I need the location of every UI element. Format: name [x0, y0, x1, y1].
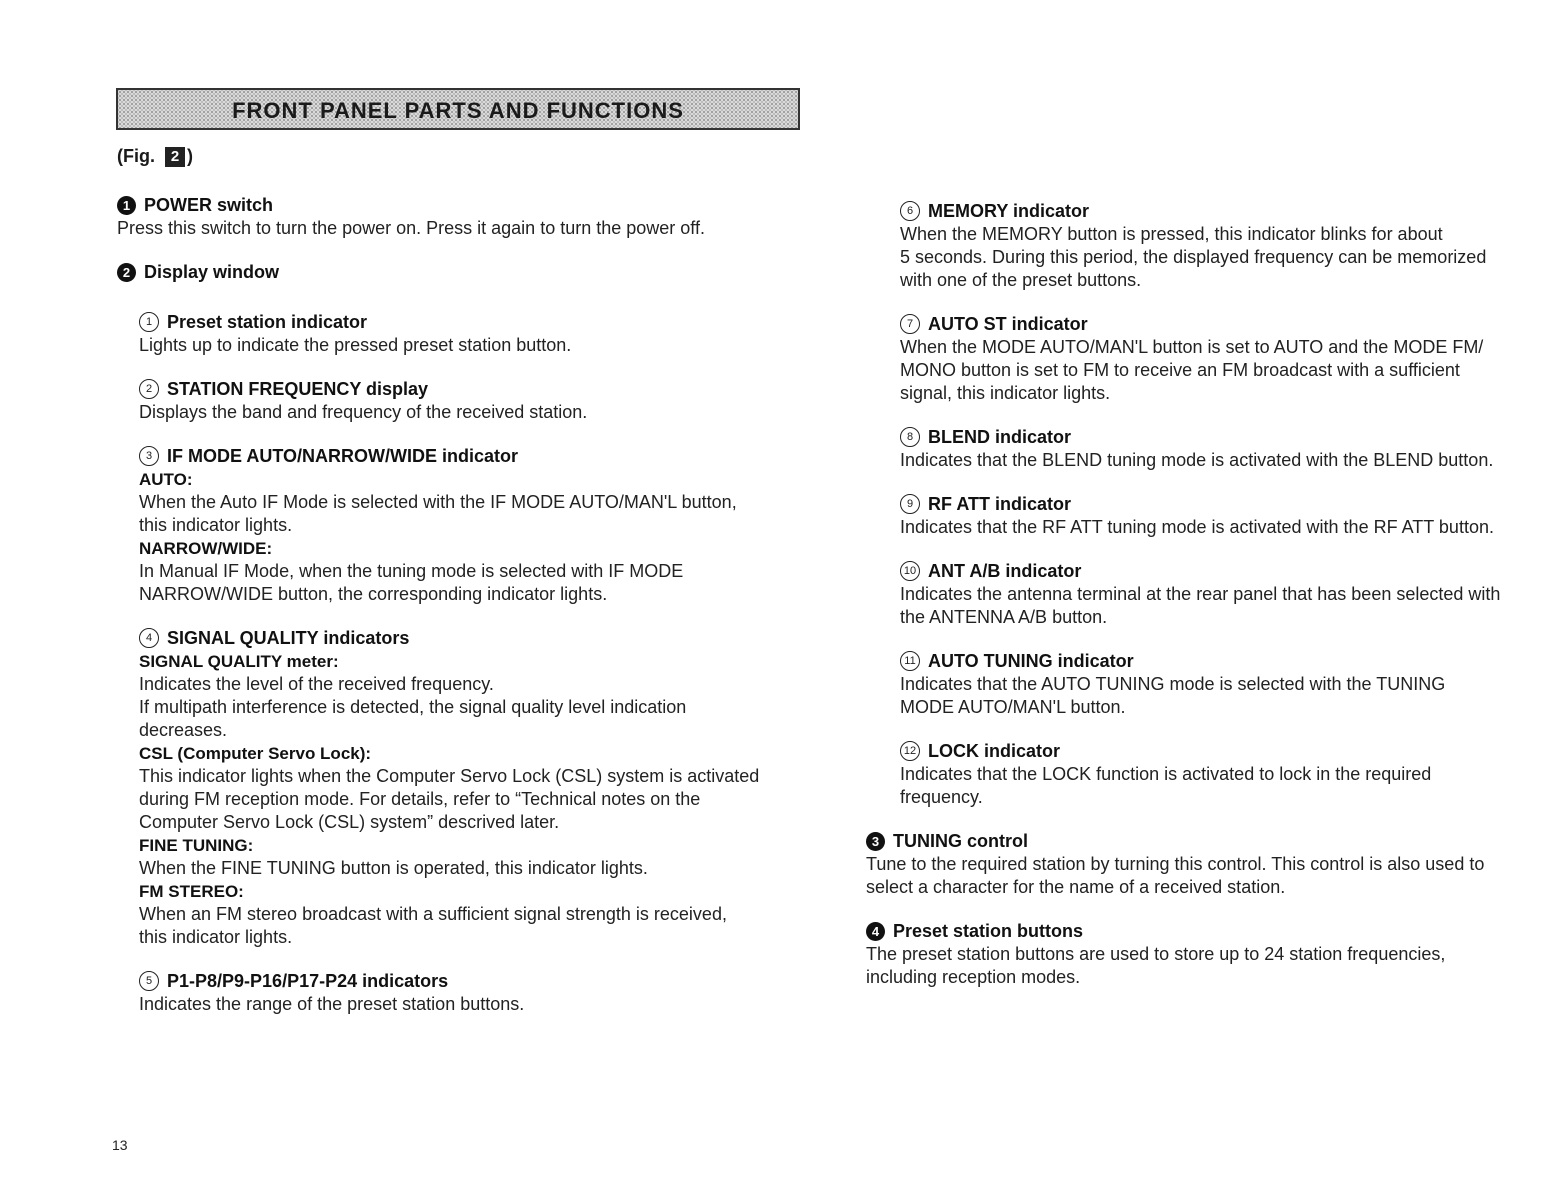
sub-body: When the FINE TUNING button is operated, this indicator lights.	[139, 858, 648, 878]
item-signal-quality-indicators	[139, 626, 817, 949]
item-body: Indicates that the AUTO TUNING mode is selected with the TUNING MODE AUTO/MAN'L button.	[900, 674, 1446, 717]
section-banner	[116, 88, 800, 130]
section-title: FRONT PANEL PARTS AND FUNCTIONS	[232, 98, 684, 123]
item-number-circled: 11	[900, 651, 920, 671]
sub-body: This indicator lights when the Computer Servo Lock (CSL) system is activated during FM reception mode. For details, refer to “Technical notes on the Computer Servo Lock (CSL) system” descrived later.	[139, 766, 760, 832]
fig-prefix: (Fig.	[117, 146, 155, 166]
sub-body: When an FM stereo broadcast with a sufficient signal strength is received, this indicator lights.	[139, 904, 727, 947]
item-rf-att-indicator	[900, 492, 1556, 539]
item-ant-ab-indicator	[900, 559, 1556, 629]
item-if-mode-indicator	[139, 444, 817, 606]
item-lock-indicator	[900, 739, 1556, 809]
item-title: IF MODE AUTO/NARROW/WIDE indicator	[167, 446, 518, 466]
sub-body: Indicates the level of the received frequency. If multipath interference is detected, the signal quality level indication decreases.	[139, 674, 687, 740]
item-title: LOCK indicator	[928, 741, 1061, 761]
item-power-switch	[117, 193, 817, 240]
item-number-circled: 12	[900, 741, 920, 761]
item-blend-indicator	[900, 425, 1556, 472]
sub-label: FM STEREO:	[139, 882, 244, 901]
item-title: STATION FREQUENCY display	[167, 379, 429, 399]
item-body: Lights up to indicate the pressed preset station button.	[139, 335, 572, 355]
item-number-circled: 3	[139, 446, 159, 466]
item-title: Display window	[144, 262, 280, 282]
item-body: Indicates that the LOCK function is activated to lock in the required frequency.	[900, 764, 1432, 807]
item-body: The preset station buttons are used to store up to 24 station frequencies, including reception modes.	[866, 944, 1446, 987]
item-body: Indicates the range of the preset station buttons.	[139, 994, 525, 1014]
item-body: When the MEMORY button is pressed, this indicator blinks for about 5 seconds. During this period, the displayed frequency can be memorized with one of the preset buttons.	[900, 224, 1487, 290]
sub-label: AUTO:	[139, 470, 193, 489]
page-number: 13	[112, 1137, 128, 1153]
sub-body: In Manual IF Mode, when the tuning mode is selected with IF MODE NARROW/WIDE button, the corresponding indicator lights.	[139, 561, 684, 604]
item-number-circled: 4	[139, 628, 159, 648]
item-auto-st-indicator	[900, 312, 1556, 405]
item-number-circled: 8	[900, 427, 920, 447]
item-body: Tune to the required station by turning this control. This control is also used to select a character for the name of a received station.	[866, 854, 1485, 897]
sub-label: NARROW/WIDE:	[139, 539, 273, 558]
sub-label: CSL (Computer Servo Lock):	[139, 744, 372, 763]
item-body: Displays the band and frequency of the received station.	[139, 402, 588, 422]
item-number-circled: 7	[900, 314, 920, 334]
item-body: Indicates that the RF ATT tuning mode is activated with the RF ATT button.	[900, 517, 1494, 537]
item-number-filled: 4	[866, 922, 885, 941]
item-title: AUTO ST indicator	[928, 314, 1088, 334]
sub-label: SIGNAL QUALITY meter:	[139, 652, 339, 671]
figure-reference	[117, 146, 193, 167]
item-tuning-control	[866, 829, 1556, 899]
left-column	[117, 193, 817, 1036]
item-display-window	[117, 260, 817, 284]
item-body: When the MODE AUTO/MAN'L button is set to AUTO and the MODE FM/ MONO button is set to FM to receive an FM broadcast with a sufficient signal, this indicator lights.	[900, 337, 1484, 403]
item-auto-tuning-indicator	[900, 649, 1556, 719]
item-number-circled: 1	[139, 312, 159, 332]
fig-number-box: 2	[165, 147, 185, 167]
item-preset-station-indicator	[139, 310, 817, 357]
item-number-circled: 5	[139, 971, 159, 991]
item-title: POWER switch	[144, 195, 274, 215]
item-body: Press this switch to turn the power on. Press it again to turn the power off.	[117, 218, 705, 238]
item-title: SIGNAL QUALITY indicators	[167, 628, 410, 648]
item-number-circled: 2	[139, 379, 159, 399]
item-number-filled: 1	[117, 196, 136, 215]
item-number-filled: 2	[117, 263, 136, 282]
item-title: P1-P8/P9-P16/P17-P24 indicators	[167, 971, 449, 991]
item-body: Indicates the antenna terminal at the rear panel that has been selected with the ANTENNA A/B button.	[900, 584, 1501, 627]
item-number-circled: 10	[900, 561, 920, 581]
item-station-frequency-display	[139, 377, 817, 424]
item-title: BLEND indicator	[928, 427, 1072, 447]
sub-body: When the Auto IF Mode is selected with the IF MODE AUTO/MAN'L button, this indicator lights.	[139, 492, 737, 535]
item-memory-indicator	[900, 199, 1556, 292]
item-title: RF ATT indicator	[928, 494, 1071, 514]
item-preset-range-indicators	[139, 969, 817, 1016]
item-number-circled: 6	[900, 201, 920, 221]
right-column	[866, 199, 1556, 1009]
item-number-circled: 9	[900, 494, 920, 514]
sub-label: FINE TUNING:	[139, 836, 254, 855]
item-title: AUTO TUNING indicator	[928, 651, 1134, 671]
item-body: Indicates that the BLEND tuning mode is activated with the BLEND button.	[900, 450, 1494, 470]
fig-suffix: )	[187, 146, 193, 166]
item-title: MEMORY indicator	[928, 201, 1090, 221]
item-title: Preset station indicator	[167, 312, 368, 332]
item-title: TUNING control	[893, 831, 1028, 851]
item-title: Preset station buttons	[893, 921, 1084, 941]
item-number-filled: 3	[866, 832, 885, 851]
item-preset-station-buttons	[866, 919, 1556, 989]
item-title: ANT A/B indicator	[928, 561, 1082, 581]
